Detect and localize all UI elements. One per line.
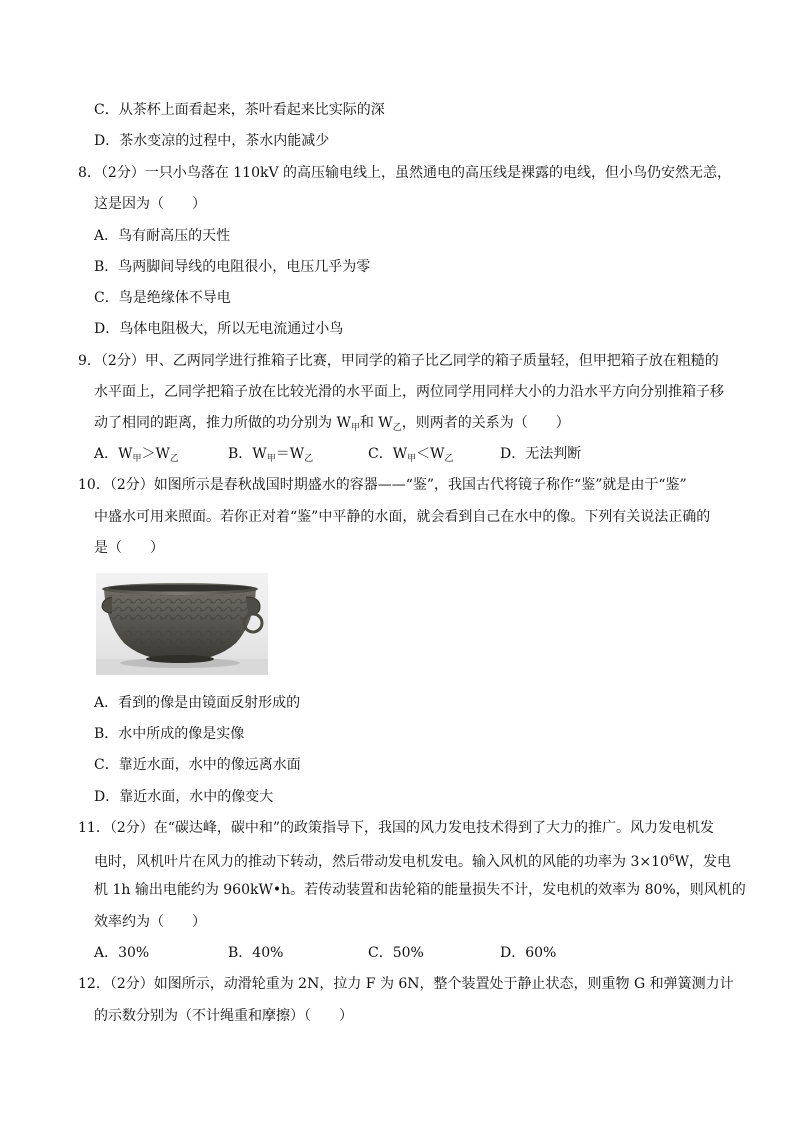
q11-stem-line3: 机 1h 输出电能约为 960kW•h。若传动装置和齿轮箱的能量损失不计，发电机的效率为 80%，则风机的	[94, 882, 746, 898]
q9-option-c: C．$W_甲<W_乙$	[368, 446, 454, 464]
q8-option-a: A．鸟有耐高压的天性	[94, 228, 231, 244]
q12-stem-line1: 12．（2分）如图所示，动滑轮重为 2N，拉力 F 为 6N，整个装置处于静止状态，则重物 G 和弹簧测力计	[78, 976, 734, 992]
q9-stem-line1: 9．（2分）甲、乙两同学进行推箱子比赛，甲同学的箱子比乙同学的箱子质量轻，但甲把箱子放在粗糙的	[78, 353, 719, 369]
q10-stem-line1: 10．（2分）如图所示是春秋战国时期盛水的容器——“鉴”，我国古代将镜子称作“鉴”就是由于“鉴”	[78, 477, 687, 493]
q9-option-b: B．$W_甲=W_乙$	[228, 446, 314, 464]
q9-stem-line3: 动了相同的距离，推力所做的功分别为 $W_甲$和 $W_乙$，则两者的关系为（ ）	[94, 415, 570, 433]
q8-option-d: D．鸟体电阻极大，所以无电流通过小鸟	[94, 321, 344, 337]
q11-stem-line2: 电时，风机叶片在风力的推动下转动，然后带动发电机发电。输入风机的风能的功率为 $3\times 10^6W$，发电	[94, 854, 732, 870]
q10-option-c: C．靠近水面，水中的像远离水面	[94, 757, 301, 773]
q9-option-a: A．$W_甲>W_乙$	[94, 446, 179, 464]
q11-stem-line4: 效率约为（ ）	[94, 914, 206, 930]
q8-option-c: C．鸟是绝缘体不导电	[94, 290, 231, 306]
q11-option-a: A．30%	[94, 945, 150, 961]
q12-stem-line2: 的示数分别为（不计绳重和摩擦）（ ）	[94, 1008, 353, 1024]
q9-options	[94, 445, 694, 463]
q7-option-c: C．从茶杯上面看起来，茶叶看起来比实际的深	[94, 102, 385, 118]
q11-option-b: B．40%	[228, 945, 284, 961]
bronze-jian-vessel-image	[96, 573, 268, 675]
q9-option-d: D．无法判断	[500, 446, 582, 462]
q10-option-d: D．靠近水面，水中的像变大	[94, 789, 274, 805]
q10-option-a: A．看到的像是由镜面反射形成的	[94, 695, 301, 711]
q8-stem-line1: 8．（2分）一只小鸟落在 110kV 的高压输电线上，虽然通电的高压线是裸露的电线，但小鸟仍安然无恙，	[78, 165, 732, 181]
q10-option-b: B．水中所成的像是实像	[94, 726, 245, 742]
q11-stem-line1: 11．（2分）在“碳达峰，碳中和”的政策指导下，我国的风力发电技术得到了大力的推广。风力发电机发	[78, 820, 715, 836]
bronze-vessel-illustration	[96, 573, 268, 675]
q9-stem-line2: 水平面上，乙同学把箱子放在比较光滑的水平面上，两位同学用同样大小的力沿水平方向分别推箱子移	[94, 384, 724, 400]
q11-option-d: D．60%	[500, 945, 557, 961]
q8-option-b: B．鸟两脚间导线的电阻很小，电压几乎为零	[94, 259, 371, 275]
q11-options	[94, 944, 694, 962]
q7-option-d: D．茶水变凉的过程中，茶水内能减少	[94, 133, 330, 149]
q10-stem-line3: 是（ ）	[94, 540, 164, 556]
q8-stem-line2: 这是因为（ ）	[94, 196, 206, 212]
q11-option-c: C．50%	[368, 945, 424, 961]
q10-stem-line2: 中盛水可用来照面。若你正对着“鉴”中平静的水面，就会看到自己在水中的像。下列有关说法正确的	[94, 509, 711, 525]
